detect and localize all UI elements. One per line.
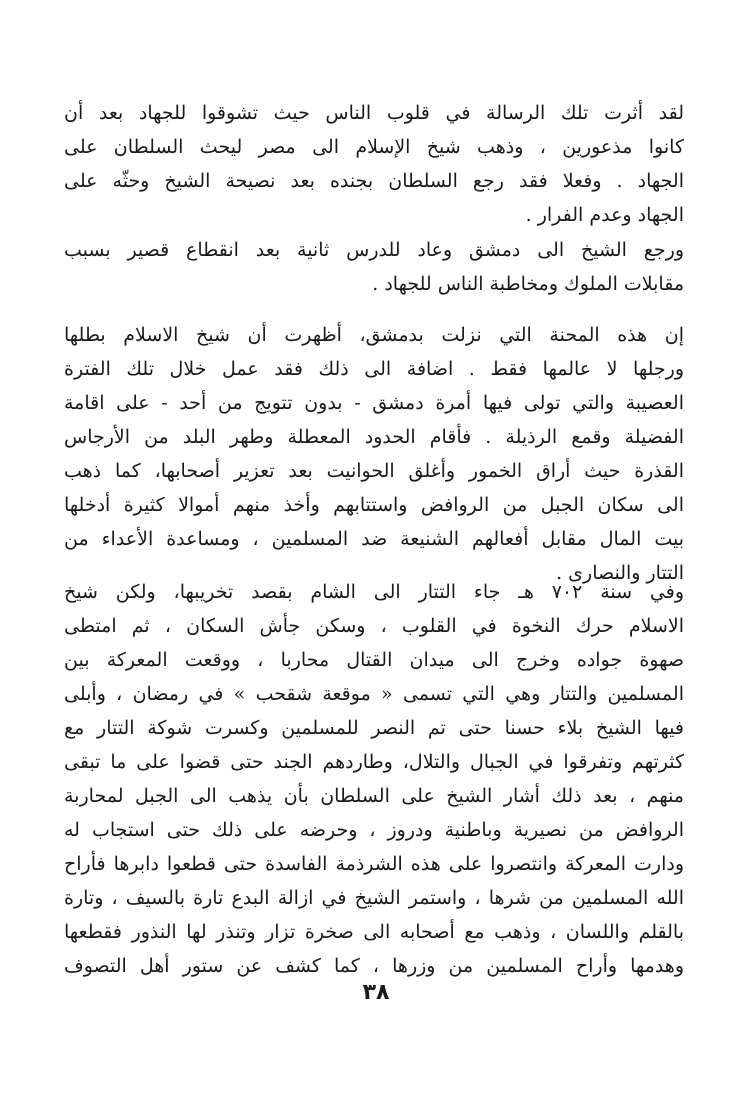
text-line: كثرتهم وتفرقوا في الجبال والتلال، وطاردهم الجند حتى قضوا على ما تبقى bbox=[64, 751, 684, 773]
text-line: إن هذه المحنة التي نزلت بدمشق، أظهرت أن شيخ الاسلام بطلها bbox=[64, 324, 684, 346]
paragraph-4 bbox=[64, 575, 684, 983]
page-number: ٣٨ bbox=[362, 980, 390, 1005]
paragraph-2 bbox=[64, 233, 684, 301]
text-line: التتار والنصارى . bbox=[556, 562, 684, 584]
text-line: الجهاد وعدم الفرار . bbox=[525, 204, 684, 226]
text-line: ورجلها لا عالمها فقط . اضافة الى ذلك فقد عمل خلال تلك الفترة bbox=[64, 358, 684, 380]
text-line: وهدمها وأراح المسلمين من وزرها ، كما كشف عن ستور أهل التصوف bbox=[64, 955, 684, 977]
text-line: الفضيلة وقمع الرذيلة . فأقام الحدود المعطلة وطهر البلد من الأرجاس bbox=[64, 426, 684, 448]
paragraph-3 bbox=[64, 318, 684, 590]
text-line: ودارت المعركة وانتصروا على هذه الشرذمة الفاسدة حتى قطعوا دابرها فأراح bbox=[64, 853, 684, 875]
text-line: فيها الشيخ بلاء حسنا حتى تم النصر للمسلمين وكسرت شوكة التتار مع bbox=[64, 717, 684, 739]
text-line: القذرة حيث أراق الخمور وأغلق الحوانيت بعد تعزير أصحابها، كما ذهب bbox=[64, 460, 684, 482]
text-line: العصيبة والتي تولى فيها أمرة دمشق - بدون تتويج من أحد - على اقامة bbox=[64, 392, 684, 414]
text-line: الى سكان الجبل من الروافض واستتابهم وأخذ منهم أموالا كثيرة أدخلها bbox=[64, 494, 684, 516]
text-line: منهم ، بعد ذلك أشار الشيخ على السلطان بأن يذهب الى الجبل لمحاربة bbox=[64, 785, 684, 807]
text-line: الله المسلمين من شرها ، واستمر الشيخ في ازالة البدع تارة بالسيف ، وتارة bbox=[64, 887, 684, 909]
text-line: مقابلات الملوك ومخاطبة الناس للجهاد . bbox=[372, 273, 684, 295]
text-line: ورجع الشيخ الى دمشق وعاد للدرس ثانية بعد انقطاع قصير بسبب bbox=[64, 239, 684, 261]
text-line: الاسلام حرك النخوة في القلوب ، وسكن جأش السكان ، ثم امتطى bbox=[64, 615, 684, 637]
text-line: المسلمين والتتار وهي التي تسمى « موقعة شقحب » في رمضان ، وأبلى bbox=[64, 683, 684, 705]
text-line: الجهاد . وفعلا فقد رجع السلطان بجنده بعد نصيحة الشيخ وحثّه على bbox=[64, 170, 684, 192]
text-line: الروافض من نصيرية وباطنية ودروز ، وحرضه على ذلك حتى استجاب له bbox=[64, 819, 684, 841]
text-line: بالقلم واللسان ، وذهب مع أصحابه الى صخرة تزار وتنذر لها النذور فقطعها bbox=[64, 921, 684, 943]
text-line: لقد أثرت تلك الرسالة في قلوب الناس حيث تشوقوا للجهاد بعد أن bbox=[64, 102, 684, 124]
paragraph-1 bbox=[64, 96, 684, 232]
text-line: وفي سنة ٧٠٢ هـ جاء التتار الى الشام بقصد تخريبها، ولكن شيخ bbox=[64, 581, 684, 603]
text-line: كانوا مذعورين ، وذهب شيخ الإسلام الى مصر ليحث السلطان على bbox=[64, 136, 684, 158]
text-line: بيت المال مقابل أفعالهم الشنيعة ضد المسلمين ، ومساعدة الأعداء من bbox=[64, 528, 684, 550]
text-line: صهوة جواده وخرج الى ميدان القتال محاربا ، ووقعت المعركة بين bbox=[64, 649, 684, 671]
